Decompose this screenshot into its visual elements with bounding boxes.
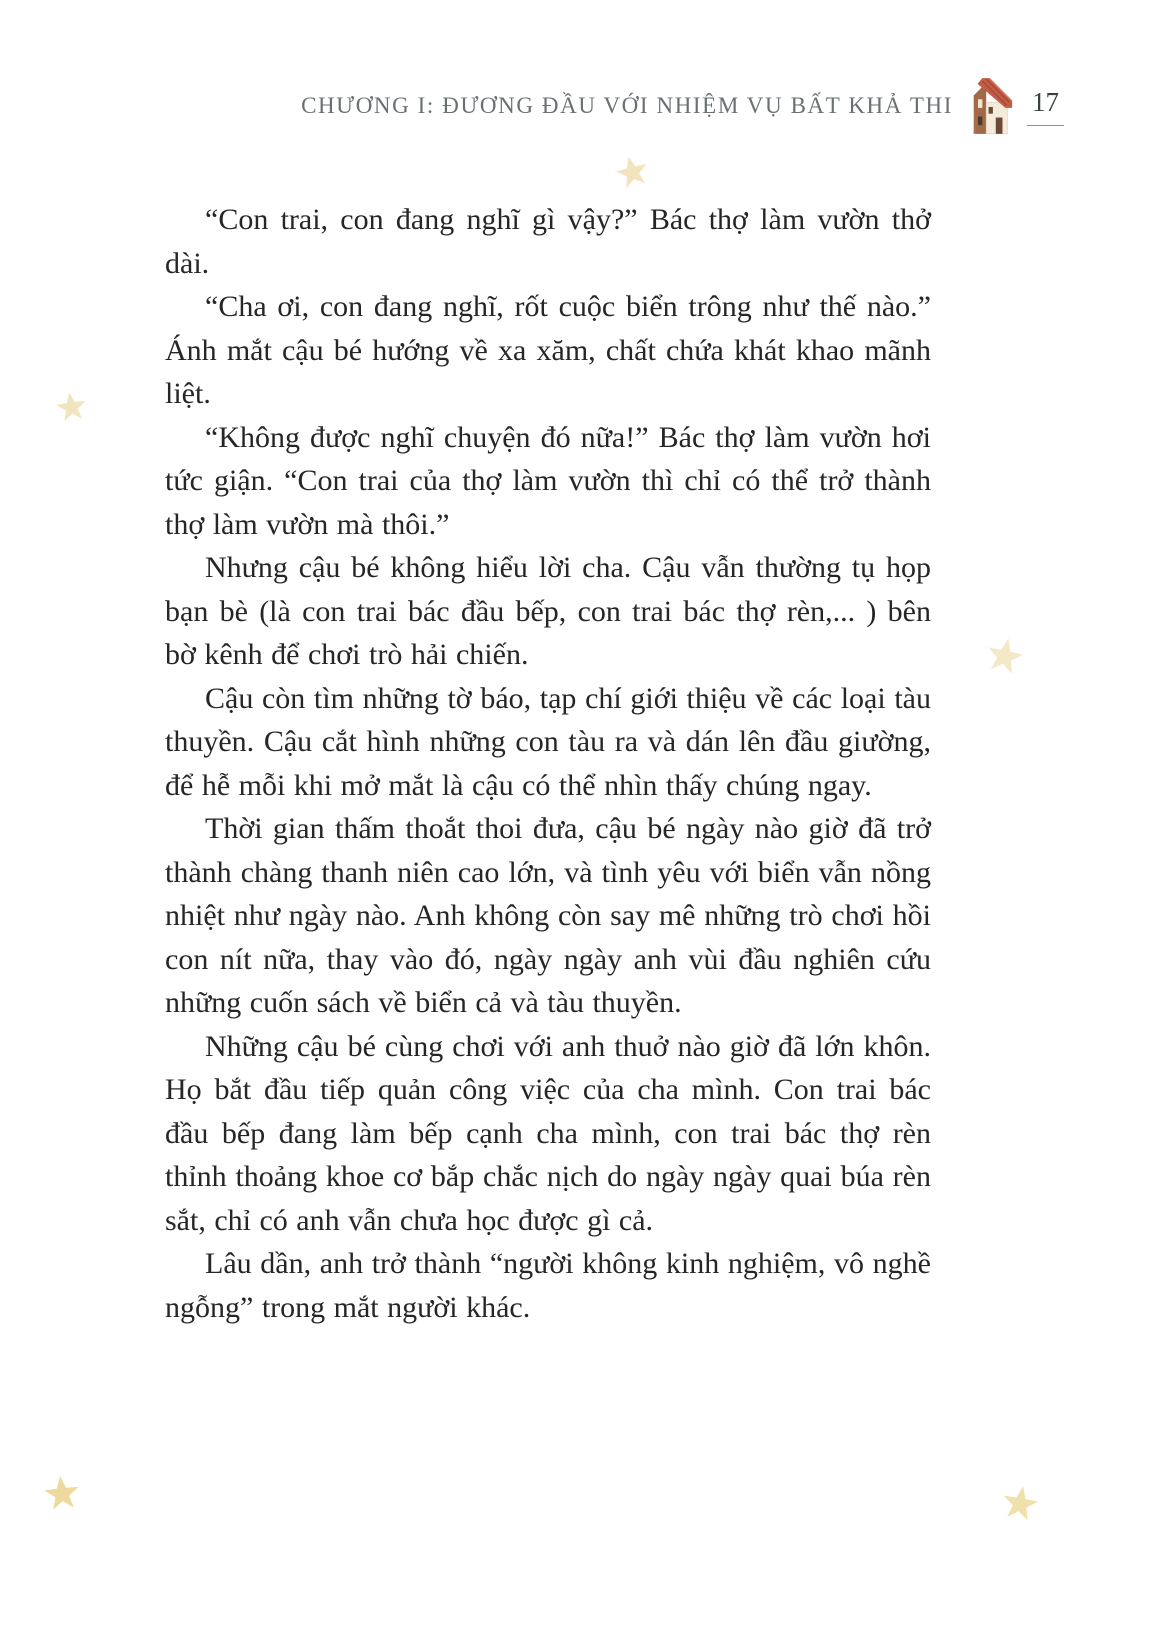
house-icon (966, 76, 1014, 136)
star-icon (999, 1483, 1041, 1525)
paragraph: Những cậu bé cùng chơi với anh thuở nào giờ đã lớn khôn. Họ bắt đầu tiếp quản công việc của cha mình. Con trai bác đầu bếp đang làm bếp cạnh cha mình, con trai bác thợ rèn thỉnh thoảng khoe cơ bắp chắc nịch do ngày ngày quai búa rèn sắt, chỉ có anh vẫn chưa học được gì cả. (165, 1029, 931, 1237)
paragraph: Cậu còn tìm những tờ báo, tạp chí giới thiệu về các loại tàu thuyền. Cậu cắt hình những con tàu ra và dán lên đầu giường, để hễ mỗi khi mở mắt là cậu có thể nhìn thấy chúng ngay. (165, 681, 931, 802)
paragraph: “Không được nghĩ chuyện đó nữa!” Bác thợ làm vườn hơi tức giận. “Con trai của thợ làm vườn thì chỉ có thể trở thành thợ làm vườn mà thôi.” (165, 420, 931, 541)
paragraph: Lâu dần, anh trở thành “người không kinh nghiệm, vô nghề ngỗng” trong mắt người khác. (165, 1247, 931, 1324)
paragraph: “Con trai, con đang nghĩ gì vậy?” Bác thợ làm vườn thở dài. (165, 203, 931, 280)
paragraph: “Cha ơi, con đang nghĩ, rốt cuộc biển trông như thế nào.” Ánh mắt cậu bé hướng về xa xăm, chất chứa khát khao mãnh liệt. (165, 290, 931, 410)
star-icon (42, 1474, 82, 1514)
page-header (301, 76, 1064, 136)
star-icon (983, 635, 1027, 679)
paragraph: Nhưng cậu bé không hiểu lời cha. Cậu vẫn thường tụ họp bạn bè (là con trai bác đầu bếp, con trai bác thợ rèn,... ) bên bờ kênh để chơi trò hải chiến. (165, 551, 931, 671)
paragraph: Thời gian thấm thoắt thoi đưa, cậu bé ngày nào giờ đã trở thành chàng thanh niên cao lớn, và tình yêu với biển vẫn nồng nhiệt như ngày nào. Anh không còn say mê những trò chơi hồi con nít nữa, thay vào đó, ngày ngày anh vùi đầu nghiên cứu những cuốn sách về biển cả và tàu thuyền. (165, 812, 931, 1019)
star-icon (612, 152, 652, 192)
page-body (165, 198, 931, 1329)
page-number: 17 (1027, 87, 1064, 126)
star-icon (54, 390, 89, 425)
chapter-title: CHƯƠNG I: ĐƯƠNG ĐẦU VỚI NHIỆM VỤ BẤT KHẢ THI (301, 93, 953, 118)
